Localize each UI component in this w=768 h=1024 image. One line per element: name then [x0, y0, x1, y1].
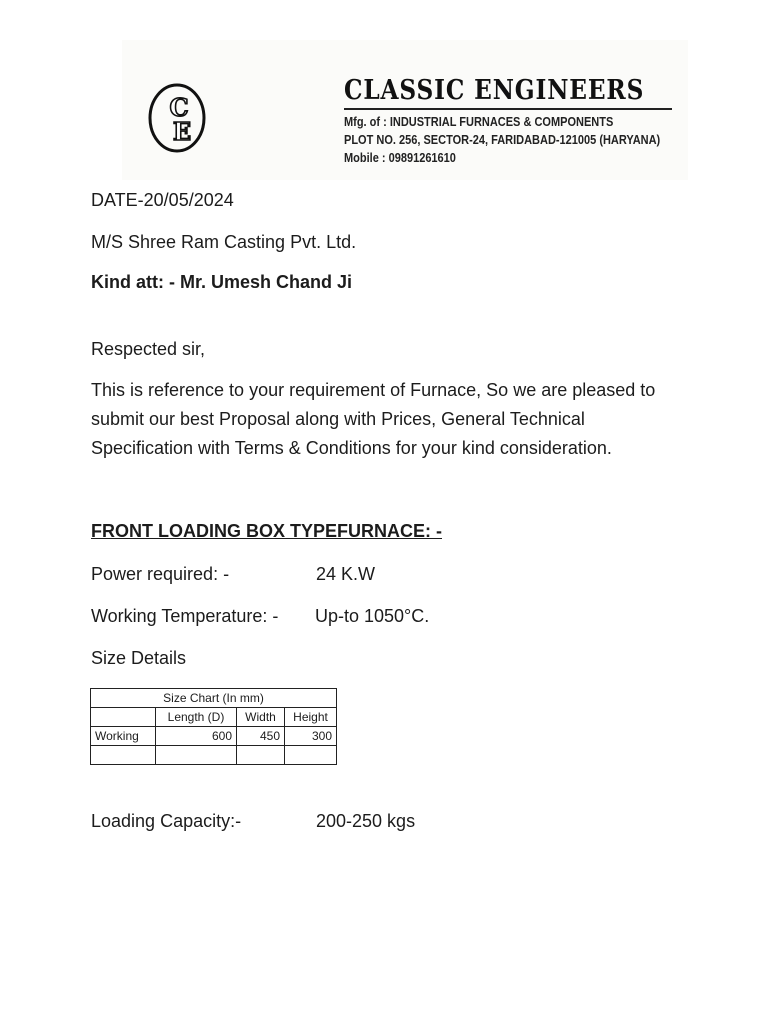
mobile-line: Mobile : 09891261610: [344, 151, 456, 165]
salutation: Respected sir,: [91, 339, 206, 359]
size-chart-table: [90, 688, 337, 765]
table-row: [91, 746, 337, 765]
letter-body-line: submit our best Proposal along with Prices, General Technical: [91, 409, 585, 429]
company-info: [344, 76, 676, 167]
table-cell: 450: [237, 727, 285, 746]
temperature-label: Working Temperature: -: [91, 606, 279, 626]
table-cell: 300: [285, 727, 337, 746]
table-cell: 600: [156, 727, 237, 746]
table-header-cell: Length (D): [156, 708, 237, 727]
table-caption: Size Chart (In mm): [91, 689, 337, 708]
recipient-name: M/S Shree Ram Casting Pvt. Ltd.: [91, 232, 357, 252]
table-cell: [285, 746, 337, 765]
loading-capacity-value: 200-250 kgs: [316, 811, 416, 831]
table-cell: [237, 746, 285, 765]
temperature-value: Up-to 1050°C.: [315, 606, 430, 626]
mfg-line: Mfg. of : INDUSTRIAL FURNACES & COMPONENTS: [344, 115, 614, 129]
company-name-rule: [344, 108, 672, 110]
table-header-row: [91, 708, 337, 727]
power-label: Power required: -: [91, 564, 230, 584]
power-value: 24 K.W: [316, 564, 376, 584]
table-header-cell: [91, 708, 156, 727]
address-line: PLOT NO. 256, SECTOR-24, FARIDABAD-121005 (HARYANA): [344, 133, 661, 147]
letter-body-line: Specification with Terms & Conditions for your kind consideration.: [91, 438, 612, 458]
company-logo: [148, 83, 206, 153]
letter-body: [91, 376, 691, 463]
letter-body-line: This is reference to your requirement of Furnace, So we are pleased to: [91, 380, 656, 400]
table-cell: Working: [91, 727, 156, 746]
loading-capacity-label: Loading Capacity:-: [91, 811, 242, 831]
table-cell: [156, 746, 237, 765]
table-header-cell: Width: [237, 708, 285, 727]
logo-letter-e: E: [172, 117, 192, 146]
size-details-label: Size Details: [91, 648, 187, 668]
furnace-heading: FRONT LOADING BOX TYPEFURNACE: -: [91, 521, 442, 541]
letter-date: DATE-20/05/2024: [91, 190, 234, 210]
table-row: [91, 727, 337, 746]
logo-letter-c: C: [169, 93, 189, 122]
table-caption-row: [91, 689, 337, 708]
table-header-cell: Height: [285, 708, 337, 727]
table-cell: [91, 746, 156, 765]
company-name: CLASSIC ENGINEERS: [344, 75, 645, 106]
letterhead: [122, 40, 688, 180]
attention-line: Kind att: - Mr. Umesh Chand Ji: [91, 272, 353, 292]
